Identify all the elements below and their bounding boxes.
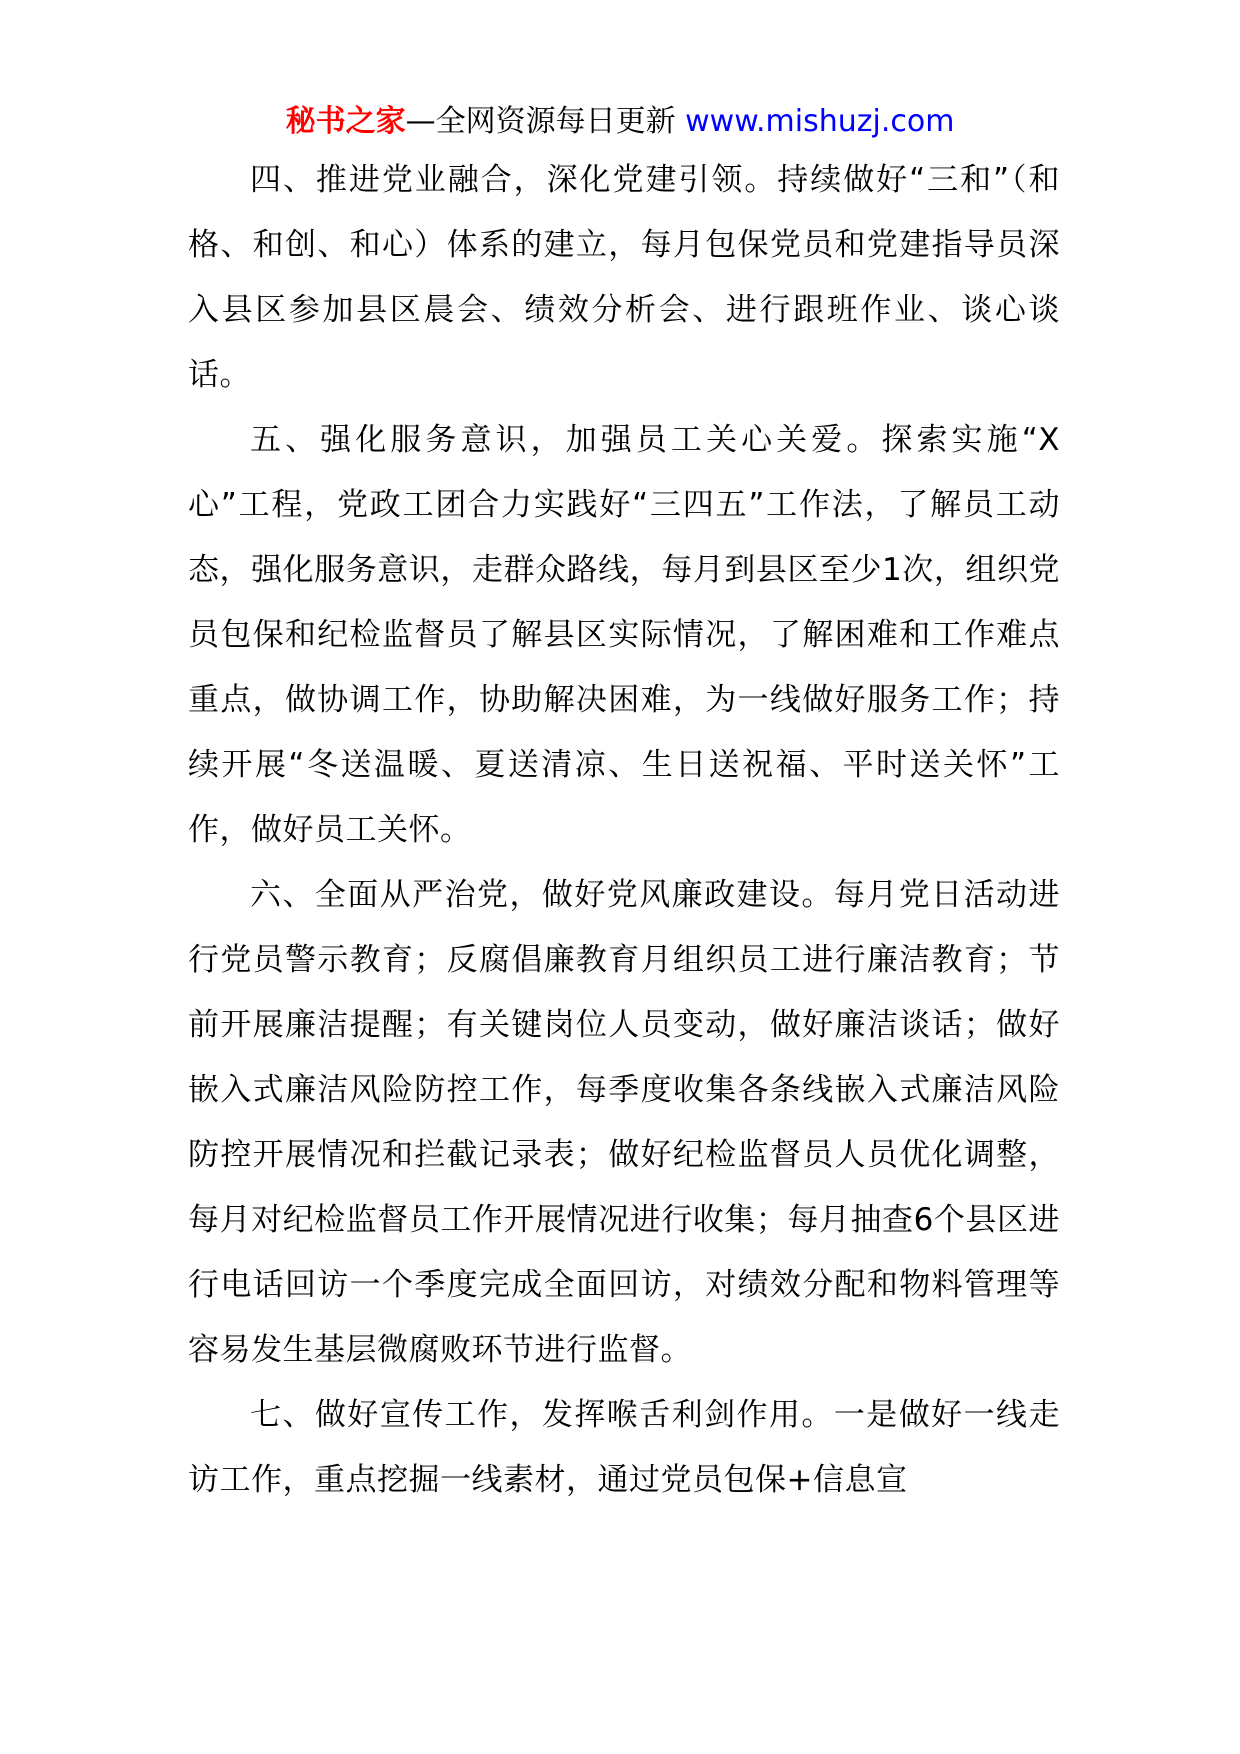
- paragraph-section-4: 四、推进党业融合，深化党建引领。持续做好“三和”（和格、和创、和心）体系的建立，每月包保党员和党建指导员深入县区参加县区晨会、绩效分析会、进行跟班作业、谈心谈话。: [188, 162, 1060, 393]
- site-tagline: —全网资源每日更新: [405, 104, 686, 139]
- document-body: [188, 148, 1060, 1513]
- site-url-link[interactable]: www.mishuzj.com: [685, 104, 955, 139]
- page-header: [0, 100, 1240, 144]
- site-brand: 秘书之家: [285, 104, 406, 139]
- paragraph-section-5: 五、强化服务意识，加强员工关心关爱。探索实施“X心”工程，党政工团合力实践好“三四五”工作法，了解员工动态，强化服务意识，走群众路线，每月到县区至少1次，组织党员包保和纪检监督员了解县区实际情况，了解困难和工作难点重点，做协调工作，协助解决困难，为一线做好服务工作；持续开展“冬送温暖、夏送清凉、生日送祝福、平时送关怀”工作，做好员工关怀。: [188, 422, 1060, 848]
- paragraph-section-6: 六、全面从严治党，做好党风廉政建设。每月党日活动进行党员警示教育；反腐倡廉教育月组织员工进行廉洁教育；节前开展廉洁提醒；有关键岗位人员变动，做好廉洁谈话；做好嵌入式廉洁风险防控工作，每季度收集各条线嵌入式廉洁风险防控开展情况和拦截记录表；做好纪检监督员人员优化调整，每月对纪检监督员工作开展情况进行收集；每月抽查6个县区进行电话回访一个季度完成全面回访，对绩效分配和物料管理等容易发生基层微腐败环节进行监督。: [188, 877, 1060, 1368]
- paragraph-section-7: 七、做好宣传工作，发挥喉舌利剑作用。一是做好一线走访工作，重点挖掘一线素材，通过党员包保+信息宣: [188, 1397, 1060, 1498]
